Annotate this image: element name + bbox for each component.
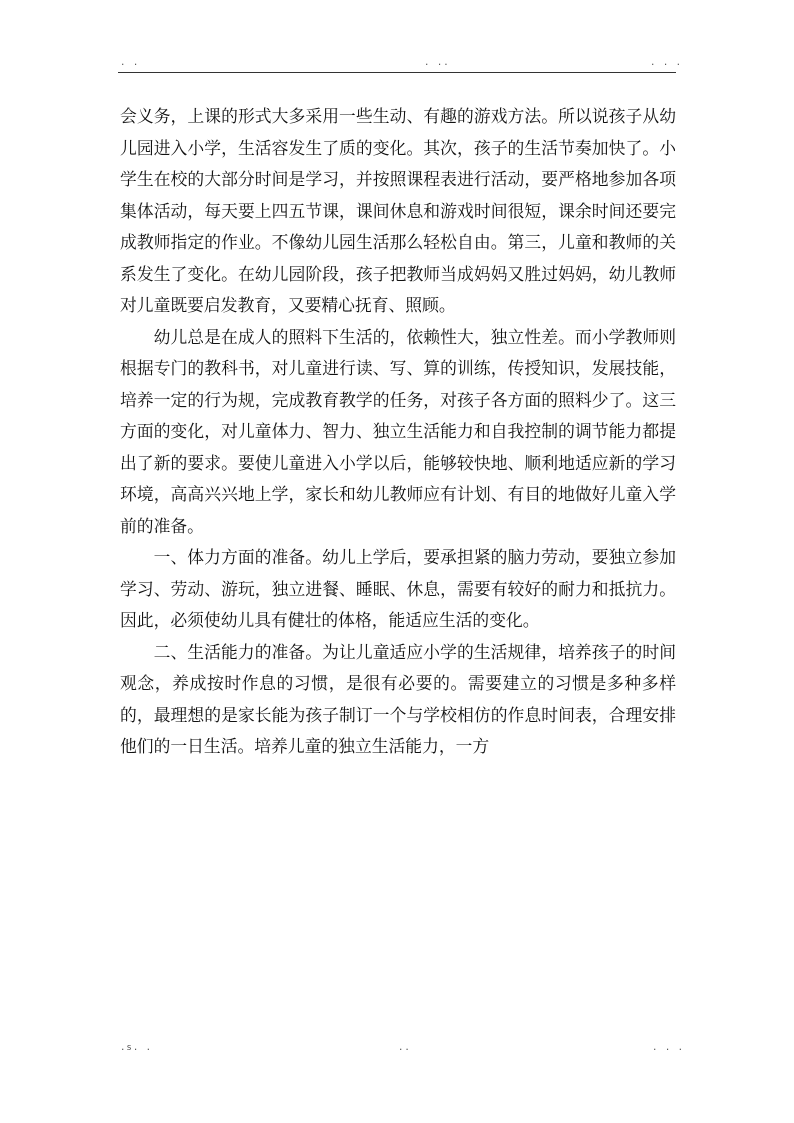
header-right-mark: . . .: [650, 58, 683, 68]
paragraph-2: 幼儿总是在成人的照料下生活的，依赖性大，独立性差。而小学教师则根据专门的教科书，对儿童进行读、写、算的训练，传授知识，发展技能，培养一定的行为规，完成教育教学的任务，对孩子各方面的照料少了。这三方面的变化，对儿童体力、智力、独立生活能力和自我控制的调节能力都提出了新的要求。要使儿童进入小学以后，能够较快地、顺利地适应新的学习环境，高高兴兴地上学，家长和幼儿教师应有计划、有目的地做好儿童入学前的准备。: [120, 326, 676, 536]
header-center-mark: . ..: [424, 58, 450, 68]
paragraph-4: 二、生活能力的准备。为让儿童适应小学的生活规律，培养孩子的时间观念，养成按时作息的习惯，是很有必要的。需要建立的习惯是多种多样的，最理想的是家长能为孩子制订一个与学校相仿的作息时间表，合理安排他们的一日生活。培养儿童的独立生活能力，一方: [120, 641, 676, 756]
body-text: [120, 101, 676, 763]
paragraph-1: 会义务，上课的形式大多采用一些生动、有趣的游戏方法。所以说孩子从幼儿园进入小学，生活容发生了质的变化。其次，孩子的生活节奏加快了。小学生在校的大部分时间是学习，并按照课程表进行活动，要严格地参加各项集体活动，每天要上四五节课，课间休息和游戏时间很短，课余时间还要完成教师指定的作业。不像幼儿园生活那么轻松自由。第三，儿童和教师的关系发生了变化。在幼儿园阶段，孩子把教师当成妈妈又胜过妈妈，幼儿教师对儿童既要启发教育，又要精心抚育、照顾。: [120, 106, 676, 315]
footer-left-mark: .s. .: [120, 1043, 153, 1053]
paragraph-3: 一、体力方面的准备。幼儿上学后，要承担紧的脑力劳动，要独立参加学习、劳动、游玩，独立进餐、睡眠、休息，需要有较好的耐力和抵抗力。因此，必须使幼儿具有健壮的体格，能适应生活的变化。: [120, 547, 676, 630]
header-left-mark: . .: [120, 58, 140, 68]
footer-right-mark: . . .: [652, 1043, 685, 1053]
footer-center-mark: ..: [398, 1043, 411, 1053]
header-rule: [118, 72, 676, 73]
